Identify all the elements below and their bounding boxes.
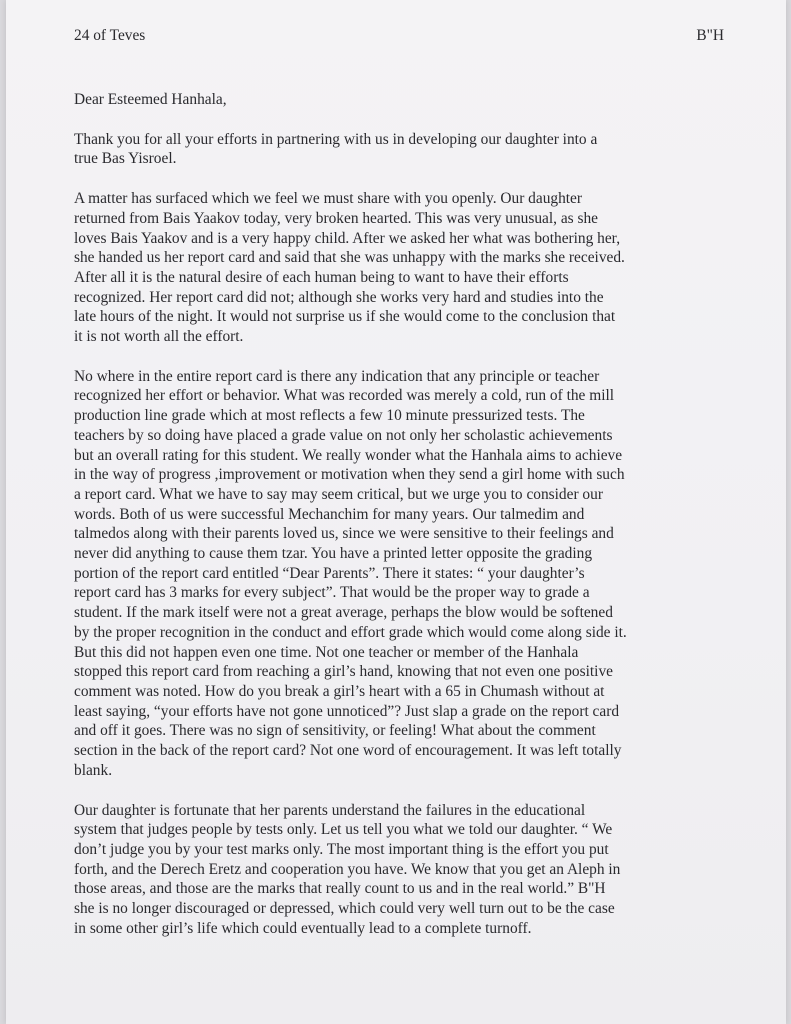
text-line: it is not worth all the effort.: [74, 328, 244, 346]
text-line: blank.: [74, 761, 113, 779]
text-line: forth, and the Derech Eretz and cooperation you have. We know that you get an Aleph in: [74, 860, 621, 878]
letter-header: [74, 26, 724, 46]
text-line: late hours of the night. It would not surprise us if she would come to the conclusion that: [74, 308, 616, 326]
text-line: stopped this report card from reaching a girl’s hand, knowing that not even one positive: [74, 663, 613, 681]
header-mark: B"H: [696, 27, 724, 44]
text-line: comment was noted. How do you break a girl’s heart with a 65 in Chumash without at: [74, 682, 605, 700]
letter-page: [6, 0, 786, 1024]
paragraph-2: [74, 189, 724, 347]
text-line: Our daughter is fortunate that her parents understand the failures in the educational: [74, 801, 586, 819]
text-line: in some other girl’s life which could eventually lead to a complete turnoff.: [74, 919, 532, 937]
text-line: But this did not happen even one time. Not one teacher or member of the Hanhala: [74, 643, 579, 661]
text-line: and off it goes. There was no sign of sensitivity, or feeling! What about the comment: [74, 722, 596, 740]
paragraph-3: [74, 367, 724, 781]
text-line: loves Bais Yaakov and is a very happy child. After we asked her what was bothering her,: [74, 229, 621, 247]
text-line: portion of the report card entitled “Dear Parents”. There it states: “ your daughter’s: [74, 564, 585, 582]
text-line: No where in the entire report card is there any indication that any principle or teacher: [74, 367, 600, 385]
text-line: talmedos along with their parents loved us, since we were sensitive to their feelings and: [74, 525, 614, 543]
paragraph-1: [74, 130, 724, 169]
text-line: she handed us her report card and said that she was unhappy with the marks she received.: [74, 249, 625, 267]
text-line: true Bas Yisroel.: [74, 150, 177, 168]
text-line: in the way of progress ,improvement or motivation when they send a girl home with such: [74, 466, 625, 484]
text-line: recognized her effort or behavior. What was recorded was merely a cold, run of the mill: [74, 387, 615, 405]
text-line: After all it is the natural desire of each human being to want to have their efforts: [74, 268, 569, 286]
text-line: report card has 3 marks for every subject”. That would be the proper way to grade a: [74, 584, 590, 602]
text-line: words. Both of us were successful Mechanchim for many years. Our talmedim and: [74, 505, 585, 523]
text-line: system that judges people by tests only. Let us tell you what we told our daughter. “ We: [74, 821, 613, 839]
text-line: A matter has surfaced which we feel we must share with you openly. Our daughter: [74, 190, 583, 208]
text-line: section in the back of the report card? Not one word of encouragement. It was left totally: [74, 742, 622, 760]
letter-body: [74, 26, 724, 938]
text-line: production line grade which at most reflects a few 10 minute pressurized tests. The: [74, 407, 585, 425]
text-line: teachers by so doing have placed a grade value on not only her scholastic achievements: [74, 426, 613, 444]
text-line: returned from Bais Yaakov today, very broken hearted. This was very unusual, as she: [74, 209, 599, 227]
text-line: least saying, “your efforts have not gone unnoticed”? Just slap a grade on the report card: [74, 702, 620, 720]
text-line: by the proper recognition in the conduct and effort grade which would come along side it.: [74, 623, 627, 641]
paragraph-4: [74, 801, 724, 939]
salutation: Dear Esteemed Hanhala,: [74, 91, 227, 108]
text-line: student. If the mark itself were not a great average, perhaps the blow would be softened: [74, 604, 613, 622]
text-line: never did anything to cause them tzar. You have a printed letter opposite the grading: [74, 545, 593, 563]
text-line: a report card. What we have to say may seem critical, but we urge you to consider our: [74, 485, 603, 503]
text-line: Thank you for all your efforts in partnering with us in developing our daughter into a: [74, 130, 598, 148]
text-line: she is no longer discouraged or depressed, which could very well turn out to be the case: [74, 900, 615, 918]
text-line: recognized. Her report card did not; although she works very hard and studies into the: [74, 288, 604, 306]
text-line: but an overall rating for this student. We really wonder what the Hanhala aims to achieve: [74, 446, 623, 464]
text-line: those areas, and those are the marks that really count to us and in the real world.” B"H: [74, 880, 606, 898]
text-line: don’t judge you by your test marks only. The most important thing is the effort you put: [74, 840, 609, 858]
letter-date: 24 of Teves: [74, 27, 146, 44]
